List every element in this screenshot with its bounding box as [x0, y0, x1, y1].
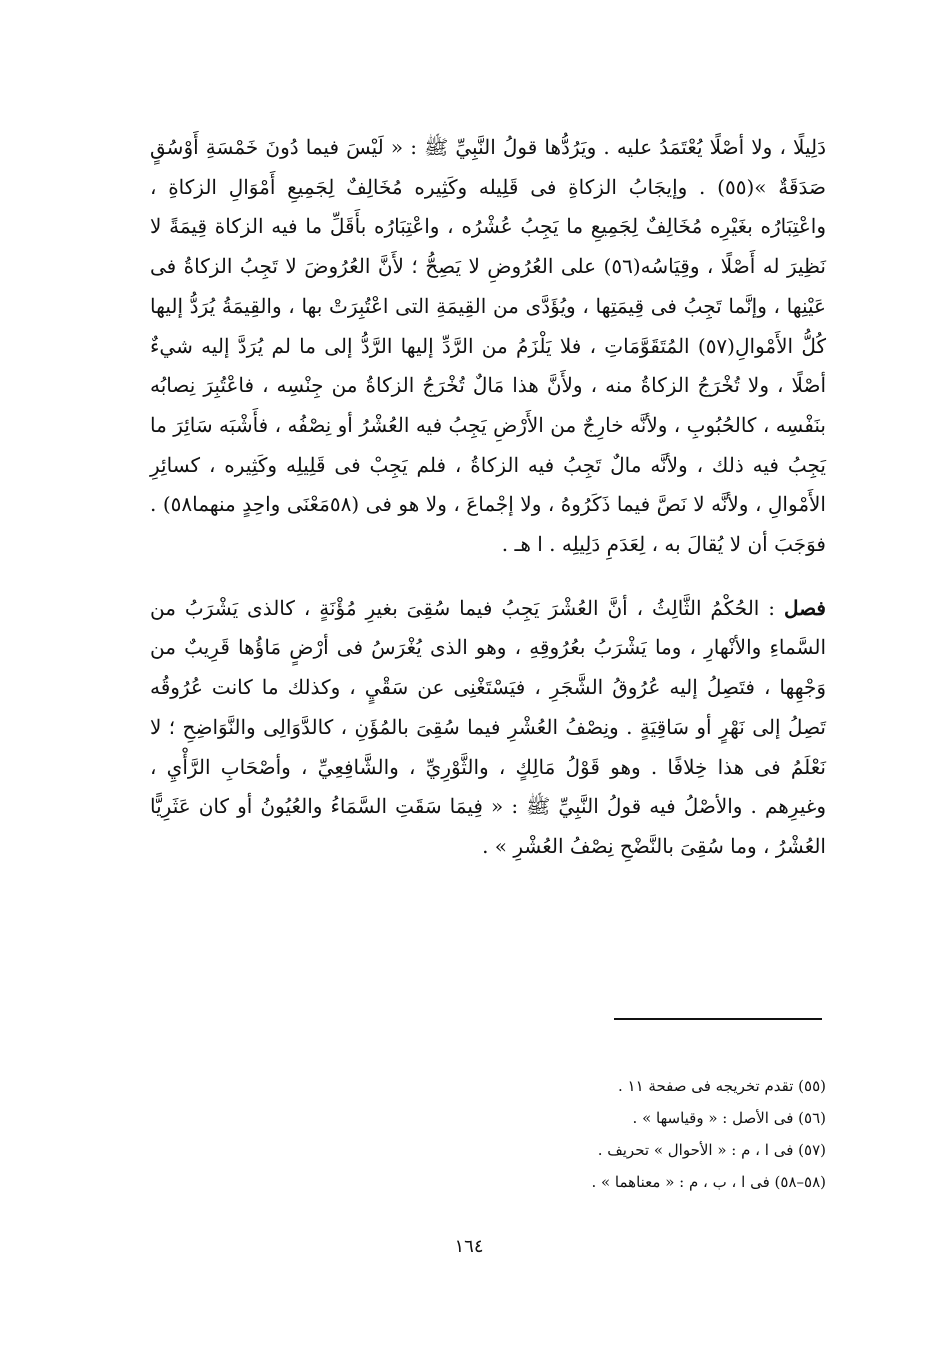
paragraph-2 — [150, 589, 826, 867]
footnote-55: (٥٥) تقدم تخريجه فى صفحة ١١ . — [617, 1077, 826, 1095]
paragraph-1-text: دَلِيلًا ، ولا أصْلًا يُعْتَمَدُ عليه . ويَرُدُّها قولُ النَّبِيِّ ﷺ : « لَيْسَ فيما دُونَ خَمْسَةِ أَوْسُقٍ صَدَقَةٌ »(٥٥) . وإيجَابُ الزكاةِ فى قَلِيله وكَثِيره مُخَالِفٌ لِجَمِيعِ أَمْوَالِ الزكاةِ ، واعْتِبَارُه بغَيْرِه مُخَالِفٌ لِجَمِيعِ ما يَجِبُ عُشْرُه ، واعْتِبَارُه بأَقَلِّ ما فيه الزكاة قِيمَةً لا نَظِيرَ له أَصْلًا ، وقِيَاسُه(٥٦) على العُرُوضِ لا يَصِحُّ ؛ لأَنَّ العُرُوضَ لا تَجِبُ الزكاةُ فى عَيْنِها ، وإنَّما تَجِبُ فى قِيمَتِها ، ويُؤَدَّى من القِيمَةِ التى اعْتُبِرَتْ بها ، والقِيمَةُ يُرَدُّ إليها كُلُّ الأَمْوالِ(٥٧) المُتَقَوَّمَاتِ ، فلا يَلْزَمُ من الرَّدِّ إليها الرَّدُّ إلى ما لم يُرَدَّ إليه شيءٌ أصْلًا ، ولا تُخْرَجُ الزكاةُ منه ، ولأَنَّ هذا مَالٌ تُخْرَجُ الزكاةُ من جِنْسِه ، فاعْتُبِرَ نِصابُه بنَفْسِه ، كالحُبُوبِ ، ولأنَّه خارِجٌ من الأَرْضِ يَجِبُ فيه العُشْرُ أو نِصْفُه ، فأَشْبَه سَائِرَ ما يَجِبُ فيه ذلك ، ولأنَّه مالٌ تَجِبُ فيه الزكاةُ ، فلم يَجِبْ فى قَلِيلِه وكَثِيره ، كسائِرِ الأَمْوالِ ، ولأنَّه لا نَصَّ فيما ذَكَرُوهُ ، ولا إجْماعَ ، ولا هو فى (٥٨مَعْنَى واحِدٍ منهما٥٨) . فوَجَبَ أن لا يُقالَ به ، لِعَدَمِ دَلِيلِه . ا هـ . — [150, 135, 827, 557]
page-number: ١٦٤ — [454, 1236, 484, 1257]
footnote-58: (٥٨–٥٨) فى ا ، ب ، م : « معناهما » . — [591, 1173, 826, 1191]
section-heading-fasl: فصل — [783, 595, 826, 620]
footnote-56: (٥٦) فى الأصل : « وقياسها » . — [632, 1109, 826, 1127]
main-text — [150, 128, 826, 867]
footnote-separator — [614, 1018, 822, 1020]
footnote-57: (٥٧) فى ا ، م : « الأحوال » تحريف . — [597, 1141, 826, 1159]
footnotes — [300, 1070, 826, 1198]
paragraph-2-text: : الحُكْمُ الثَّالِثُ ، أنَّ العُشْرَ يَجِبُ فيما سُقِىَ بغيرِ مُؤْنَةٍ ، كالذى يَشْرَبُ من السَّماءِ والأنْهارِ ، وما يَشْرَبُ بعُرُوقِهِ ، وهو الذى يُغْرَسُ فى أرْضٍ مَاؤُها قَرِيبٌ من وَجْهِها ، فتَصِلُ إليه عُرُوقُ الشَّجَرِ ، فيَسْتَغْنِى عن سَقْيٍ ، وكذلك ما كانت عُرُوقُه تَصِلُ إلى نَهْرٍ أو سَاقِيَةٍ . ونِصْفُ العُشْرِ فيما سُقِىَ بالمُؤَنِ ، كالدَّوَالِى والنَّوَاضِحِ ؛ لا نَعْلَمُ فى هذا خِلافًا . وهو قَوْلُ مَالِكٍ ، والثَّوْرِيِّ ، والشَّافِعِيِّ ، وأصْحَابِ الرَّأْيِ ، وغيرِهم . والأصْلُ فيه قولُ النَّبِيِّ ﷺ : « فِيمَا سَقَتِ السَّمَاءُ والعُيُونُ أو كان عَثَرِيًّا العُشْرُ ، وما سُقِىَ بالنَّضْحِ نِصْفُ العُشْرِ » . — [150, 595, 826, 858]
paragraph-1 — [150, 128, 826, 565]
